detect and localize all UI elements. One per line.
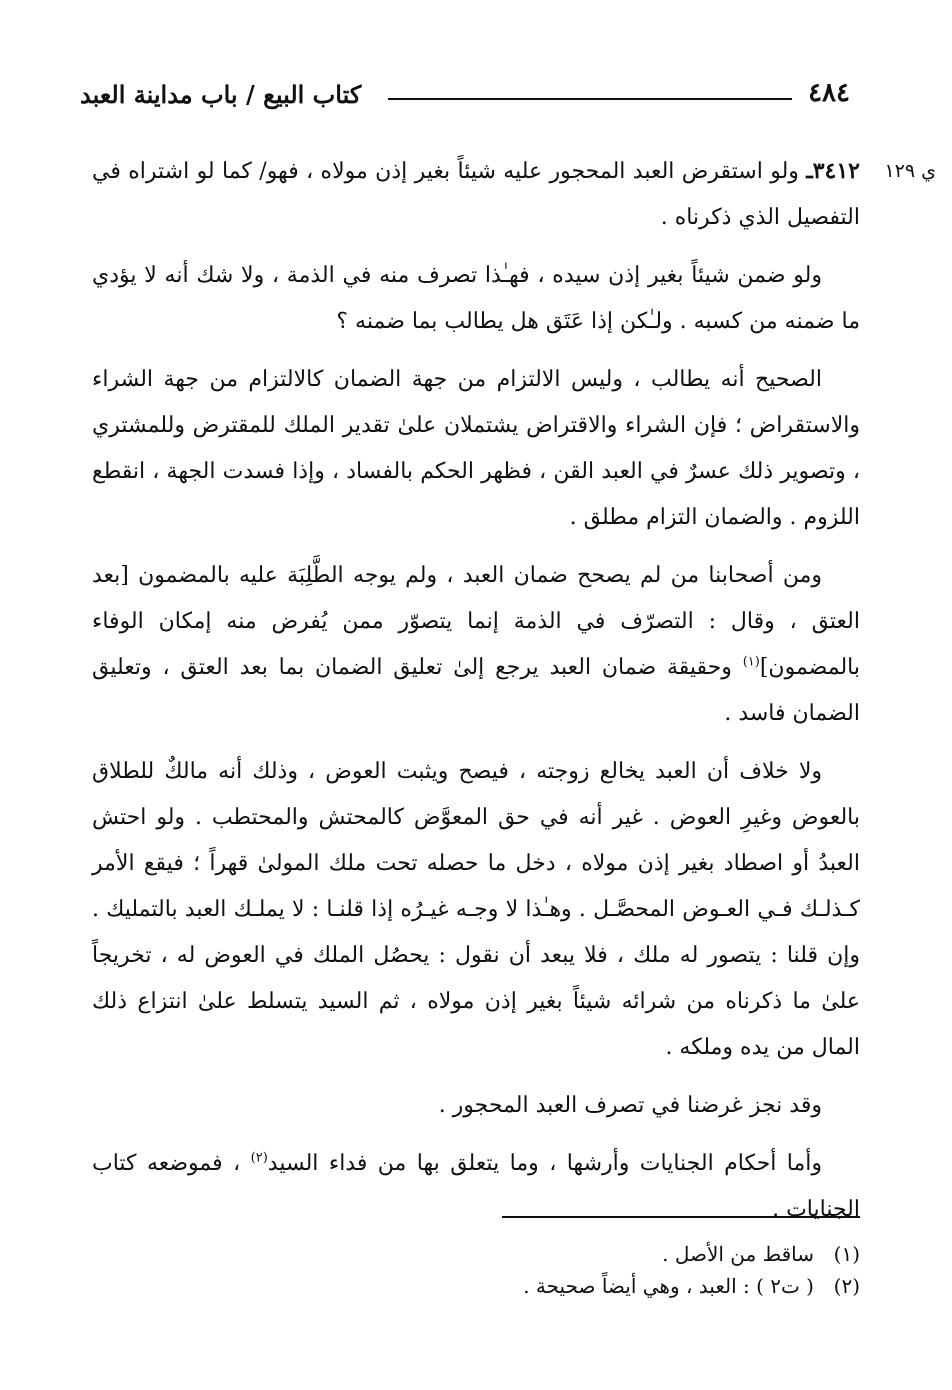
- paragraph: [92, 148, 860, 241]
- paragraph-text-continued: وحقيقة ضمان العبد يرجع إلىٰ تعليق الضمان بما بعد العتق ، وتعليق الضمان فاسد .: [92, 655, 860, 726]
- footnote-ref[interactable]: (١): [742, 654, 760, 670]
- paragraph-text-continued: ، فموضعه كتاب الجنايات .: [92, 1151, 860, 1222]
- main-text: [92, 148, 860, 1245]
- footnote-number: (١): [833, 1242, 860, 1266]
- paragraph: [92, 553, 860, 737]
- footnote-number: (٢): [833, 1274, 860, 1298]
- paragraph-text: ولو ضمن شيئاً بغير إذن سيده ، فهـٰذا تصرف منه في الذمة ، ولا شك أنه لا يؤدي ما ضمنه من كسبه . ولـٰكن إذا عَتَق هل يطالب بما ضمنه ؟: [92, 263, 860, 334]
- paragraph-text: ومن أصحابنا من لم يصحح ضمان العبد ، ولم يوجه الطَّلِبَة عليه بالمضمون [بعد العتق ، وقال : التصرّف في الذمة إنما يتصوّر ممن يُفرض منه إمكان الوفاء بالمضمون]: [92, 563, 860, 680]
- page-number: ٤٨٤: [808, 78, 850, 108]
- paragraph: [92, 1083, 860, 1129]
- paragraph-text: ولا خلاف أن العبد يخالع زوجته ، فيصح ويثبت العوض ، وذلك أنه مالكٌ للطلاق بالعوض وغيرِ العوض . غير أنه في حق المعوَّض كالمحتش والمحتطب . ولو احتش العبدُ أو اصطاد بغير إذن مولاه ، دخل ما حصله تحت ملك المولىٰ قهراً ؛ فيقع الأمر كـذلـك فـي العـوض المحصَّـل . وهـٰذا لا وجـه غيـرُه إذا قلنـا : لا يملـك العبد بالتمليك . وإن قلنا : يتصور له ملك ، فلا يبعد أن نقول : يحصُل الملك في العوض له ، تخريجاً علىٰ ما ذكرناه من شرائه شيئاً بغير إذن مولاه ، ثم السيد يتسلط علىٰ انتزاع ذلك المال من يده وملكه .: [92, 759, 860, 1060]
- paragraph: [92, 253, 860, 345]
- paragraph: [92, 357, 860, 541]
- header-rule: [388, 98, 792, 100]
- footnote: [92, 1270, 860, 1302]
- footnote: [92, 1238, 860, 1270]
- paragraph-text: ولو استقرض العبد المحجور عليه شيئاً بغير إذن مولاه ، فهو/ كما لو اشتراه في التفصيل الذي ذكرناه .: [92, 159, 860, 230]
- footnote-text: ساقط من الأصل .: [662, 1242, 814, 1266]
- paragraph-text: الصحيح أنه يطالب ، وليس الالتزام من جهة الضمان كالالتزام من جهة الشراء والاستقراض ؛ فإن الشراء والاقتراض يشتملان علىٰ تقدير الملك للمقترض وللمشتري ، وتصوير ذلك عسرٌ في العبد القن ، فظهر الحكم بالفساد ، وإذا فسدت الجهة ، انقطع اللزوم . والضمان التزام مطلق .: [92, 367, 860, 530]
- paragraph-number: ٣٤١٢ـ: [806, 158, 860, 184]
- footnote-text: ( ت٢ ) : العبد ، وهي أيضاً صحيحة .: [523, 1274, 814, 1298]
- paragraph: [92, 749, 860, 1071]
- margin-reference: ي ١٢٩: [884, 160, 936, 182]
- footnote-ref[interactable]: (٢): [250, 1150, 268, 1166]
- paragraph-text: وقد نجز غرضنا في تصرف العبد المحجور .: [438, 1093, 822, 1118]
- paragraph-text: وأما أحكام الجنايات وأرشها ، وما يتعلق بها من فداء السيد: [267, 1151, 822, 1176]
- footnote-separator: [502, 1216, 860, 1218]
- page-header: [80, 78, 850, 114]
- footnotes: [92, 1238, 860, 1302]
- running-title: كتاب البيع / باب مداينة العبد: [80, 80, 362, 109]
- paragraph: [92, 1141, 860, 1233]
